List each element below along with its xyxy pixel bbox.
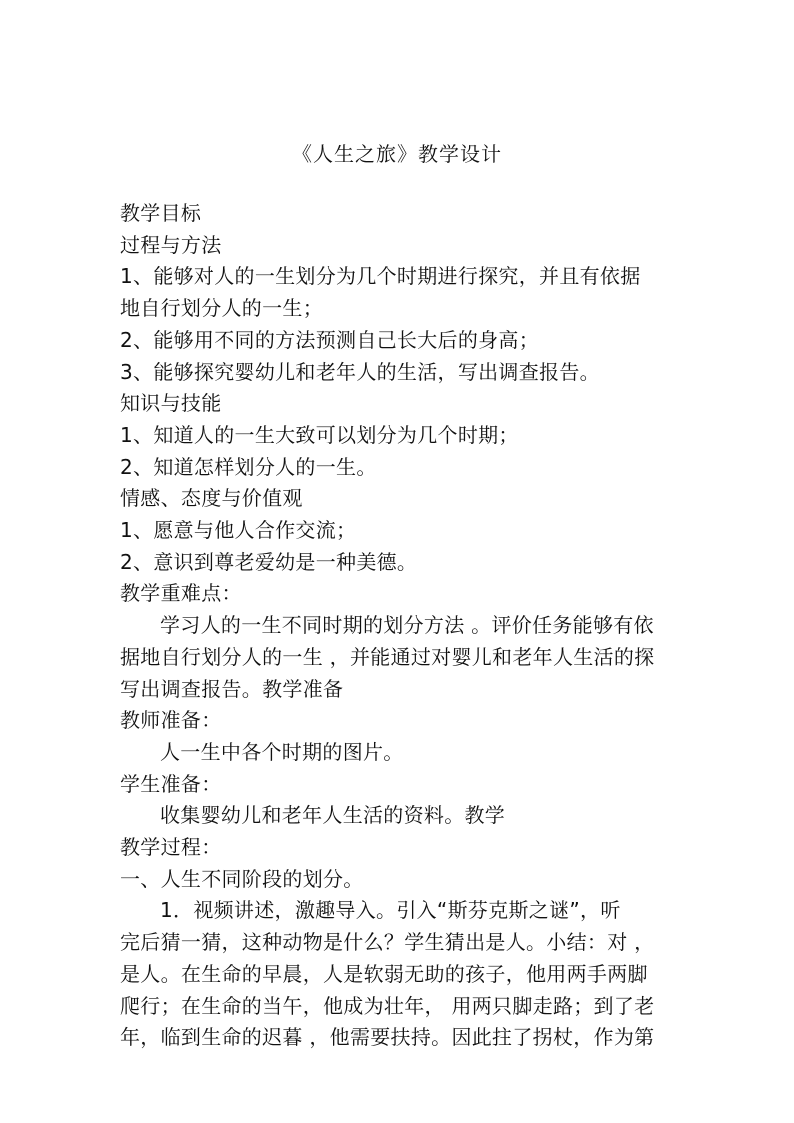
heading-knowledge-skills: 知识与技能 bbox=[120, 391, 222, 416]
text-line: 1．视频讲述，激趣导入。引入“斯芬克斯之谜”，听 bbox=[160, 898, 621, 923]
heading-student-prep: 学生准备： bbox=[120, 771, 222, 796]
text-line: 人一生中各个时期的图片。 bbox=[160, 739, 404, 764]
heading-teaching-goals: 教学目标 bbox=[120, 201, 202, 225]
text-line: 2、能够用不同的方法预测自己长大后的身高； bbox=[120, 327, 540, 352]
text-line: 写出调查报告。教学准备 bbox=[120, 676, 344, 701]
text-line: 地自行划分人的一生； bbox=[120, 296, 323, 321]
heading-teaching-process: 教学过程： bbox=[120, 835, 222, 860]
text-line: 据地自行划分人的一生 ，并能通过对婴儿和老年人生活的探 bbox=[120, 644, 655, 669]
text-line: 年，临到生命的迟暮 ，他需要扶持。因此拄了拐杖，作为第 bbox=[120, 1025, 655, 1050]
text-line: 完后猜一猜，这种动物是什么？学生猜出是人。小结：对 ， bbox=[120, 930, 655, 955]
heading-teacher-prep: 教师准备： bbox=[120, 708, 222, 733]
text-line: 1、愿意与他人合作交流； bbox=[120, 518, 357, 543]
text-line: 学习人的一生不同时期的划分方法 。评价任务能够有依 bbox=[160, 613, 654, 638]
heading-section-one: 一、人生不同阶段的划分。 bbox=[120, 866, 364, 891]
text-line: 爬行；在生命的当午，他成为壮年， 用两只脚走路；到了老 bbox=[120, 993, 655, 1018]
text-line: 1、能够对人的一生划分为几个时期进行探究，并且有依据 bbox=[120, 264, 641, 289]
text-line: 是人。在生命的早晨，人是软弱无助的孩子，他用两手两脚 bbox=[120, 961, 648, 986]
heading-emotion-values: 情感、态度与价值观 bbox=[120, 486, 303, 511]
document-title: 《人生之旅》教学设计 bbox=[292, 142, 502, 166]
text-line: 1、知道人的一生大致可以划分为几个时期； bbox=[120, 422, 519, 447]
text-line: 2、知道怎样划分人的一生。 bbox=[120, 454, 377, 479]
heading-key-points: 教学重难点： bbox=[120, 581, 242, 606]
heading-process-methods: 过程与方法 bbox=[120, 232, 222, 257]
document-body bbox=[120, 198, 680, 1054]
text-line: 2、意识到尊老爱幼是一种美德。 bbox=[120, 549, 418, 574]
text-line: 3、能够探究婴幼儿和老年人的生活，写出调查报告。 bbox=[120, 359, 600, 384]
text-line: 收集婴幼儿和老年人生活的资料。教学 bbox=[160, 803, 506, 828]
